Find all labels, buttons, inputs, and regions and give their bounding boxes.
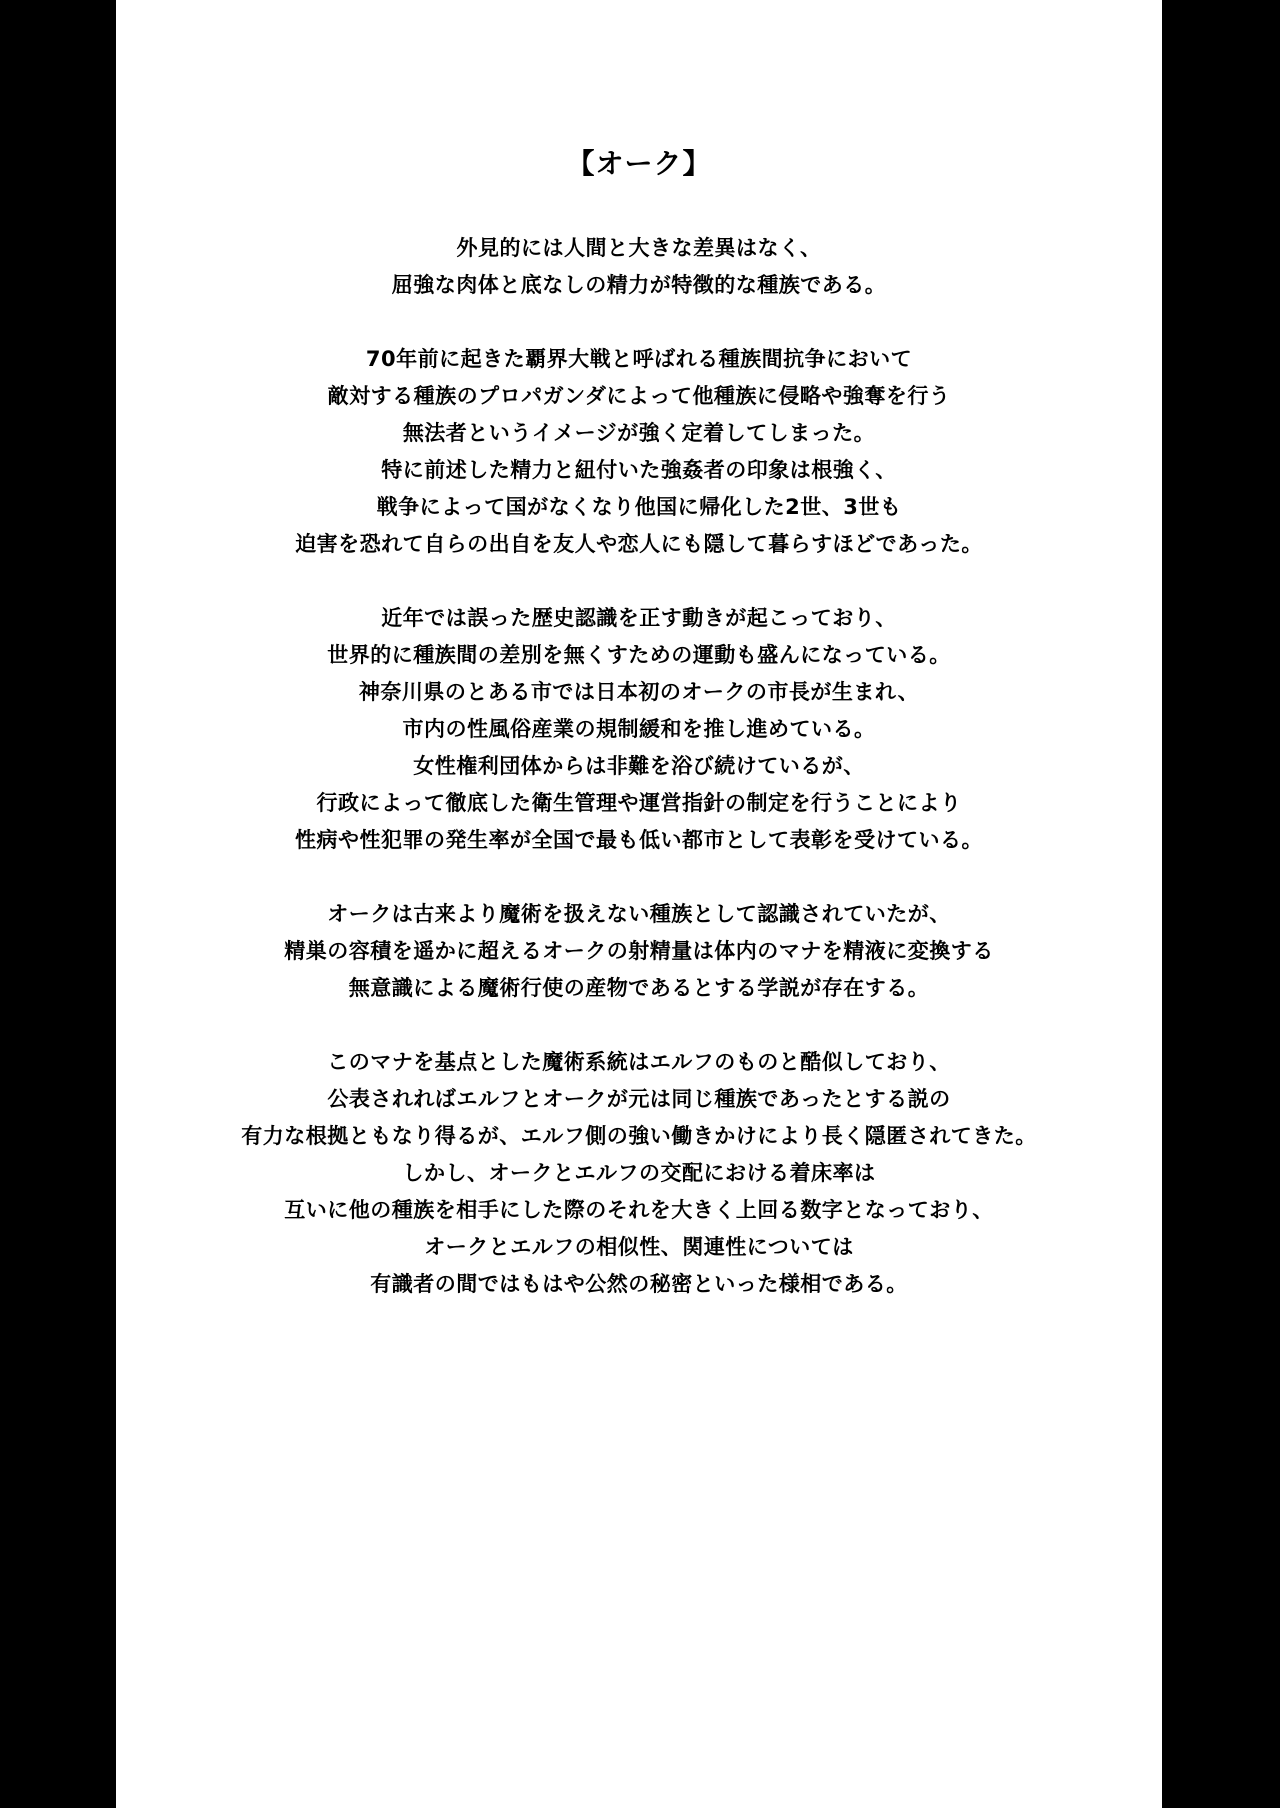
text-line: 敵対する種族のプロパガンダによって他種族に侵略や強奪を行う xyxy=(327,384,951,408)
text-line: 戦争によって国がなくなり他国に帰化した2世、3世も xyxy=(376,495,902,519)
text-line: 有力な根拠ともなり得るが、エルフ側の強い働きかけにより長く隠匿されてきた。 xyxy=(241,1124,1037,1148)
paragraph-2 xyxy=(116,341,1162,563)
text-line: 行政によって徹底した衛生管理や運営指針の制定を行うことにより xyxy=(316,791,962,815)
text-line: 外見的には人間と大きな差異はなく、 xyxy=(456,236,822,260)
text-line: 精巣の容積を遥かに超えるオークの射精量は体内のマナを精液に変換する xyxy=(284,939,994,963)
paragraph-1 xyxy=(116,230,1162,304)
text-line: オークは古来より魔術を扱えない種族として認識されていたが、 xyxy=(327,902,951,926)
text-line: 公表されればエルフとオークが元は同じ種族であったとする説の xyxy=(327,1087,951,1111)
text-line: オークとエルフの相似性、関連性については xyxy=(424,1235,854,1259)
paragraph-4 xyxy=(116,896,1162,1007)
text-line: 有識者の間ではもはや公然の秘密といった様相である。 xyxy=(370,1272,908,1296)
text-line: 性病や性犯罪の発生率が全国で最も低い都市として表彰を受けている。 xyxy=(295,828,983,852)
text-line: 市内の性風俗産業の規制緩和を推し進めている。 xyxy=(402,717,876,741)
text-line: 近年では誤った歴史認識を正す動きが起こっており、 xyxy=(381,606,897,630)
paragraph-3 xyxy=(116,600,1162,859)
text-line: 無意識による魔術行使の産物であるとする学説が存在する。 xyxy=(348,976,930,1000)
page-title: 【オーク】 xyxy=(566,147,712,180)
text-line: 神奈川県のとある市では日本初のオークの市長が生まれ、 xyxy=(358,680,920,704)
text-line: 特に前述した精力と紐付いた強姦者の印象は根強く、 xyxy=(381,458,897,482)
text-line: 世界的に種族間の差別を無くすための運動も盛んになっている。 xyxy=(327,643,951,667)
document-content xyxy=(116,144,1162,1340)
text-line: 互いに他の種族を相手にした際のそれを大きく上回る数字となっており、 xyxy=(284,1198,994,1222)
text-line: 屈強な肉体と底なしの精力が特徴的な種族である。 xyxy=(391,273,887,297)
document-page xyxy=(116,0,1162,1808)
text-line: 70年前に起きた覇界大戦と呼ばれる種族間抗争において xyxy=(365,347,913,371)
text-line: 女性権利団体からは非難を浴び続けているが、 xyxy=(413,754,865,778)
text-line: 迫害を恐れて自らの出自を友人や恋人にも隠して暮らすほどであった。 xyxy=(295,532,983,556)
text-line: しかし、オークとエルフの交配における着床率は xyxy=(402,1161,876,1185)
paragraph-5 xyxy=(116,1044,1162,1303)
text-line: 無法者というイメージが強く定着してしまった。 xyxy=(402,421,876,445)
text-line: このマナを基点とした魔術系統はエルフのものと酷似しており、 xyxy=(327,1050,951,1074)
